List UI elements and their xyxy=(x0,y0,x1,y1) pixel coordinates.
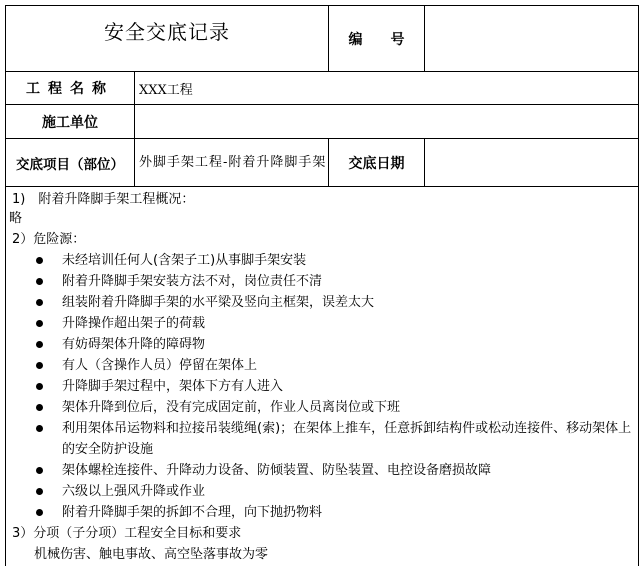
briefing-date-value[interactable] xyxy=(424,139,638,186)
hazard-text: 升降脚手架过程中，架体下方有人进入 xyxy=(62,379,284,394)
hazard-list-item xyxy=(6,250,638,271)
hazard-text: 架体升降到位后，没有完成固定前，作业人员离岗位或下班 xyxy=(62,400,401,415)
hazard-list-item xyxy=(6,313,638,334)
header-row xyxy=(6,6,638,72)
hazard-text: 未经培训任何人(含架子工)从事脚手架安装 xyxy=(62,253,307,268)
bullet-icon xyxy=(36,299,43,306)
bullet-icon xyxy=(36,362,43,369)
bullet-icon xyxy=(36,488,43,495)
section-3-title: 3）分项（子分项）工程安全目标和要求 xyxy=(12,526,242,541)
number-label: 编 号 xyxy=(328,6,424,71)
bullet-icon xyxy=(36,320,43,327)
bullet-icon xyxy=(36,383,43,390)
hazard-text: 有人（含操作人员）停留在架体上 xyxy=(62,358,258,373)
bullet-icon xyxy=(36,467,43,474)
hazard-list-item xyxy=(6,502,638,523)
bullet-icon xyxy=(36,404,43,411)
hazard-text: 组装附着升降脚手架的水平梁及竖向主框架，误差太大 xyxy=(62,295,375,310)
bullet-icon xyxy=(36,425,43,432)
hazard-list-item xyxy=(6,376,638,397)
hazard-text: 有妨碍架体升降的障碍物 xyxy=(62,337,206,352)
construction-unit-value[interactable] xyxy=(134,105,638,138)
bullet-icon xyxy=(36,278,43,285)
hazard-list-item xyxy=(6,334,638,355)
hazard-list-item xyxy=(6,460,638,481)
construction-unit-label: 施工单位 xyxy=(42,114,98,131)
bullet-icon xyxy=(36,257,43,264)
construction-unit-row xyxy=(6,105,638,139)
section-1-title: 1) 附着升降脚手架工程概况： xyxy=(12,192,195,207)
safety-briefing-form xyxy=(5,5,639,566)
section-2-title: 2）危险源： xyxy=(12,232,86,247)
hazard-text: 附着升降脚手架的拆卸不合理，向下抛扔物料 xyxy=(62,505,323,520)
briefing-date-label: 交底日期 xyxy=(328,139,424,186)
bullet-icon xyxy=(36,341,43,348)
hazard-list-item xyxy=(6,397,638,418)
hazard-list-item xyxy=(6,481,638,502)
briefing-item-label: 交底项目（部位） xyxy=(16,156,124,173)
hazard-list-item xyxy=(6,418,638,460)
hazard-text: 附着升降脚手架安装方法不对，岗位责任不清 xyxy=(62,274,323,289)
briefing-item-value[interactable]: 外脚手架工程-附着升降脚手架 xyxy=(134,139,328,186)
hazard-list-item xyxy=(6,271,638,292)
project-name-label: 工程名称 xyxy=(26,81,114,97)
hazard-text: 利用架体吊运物料和拉接吊装缆绳(索)；在架体上推车，任意拆卸结构件或松动连接件、移动架体上的安全防护设施 xyxy=(62,421,632,457)
hazard-text: 六级以上强风升降或作业 xyxy=(62,484,206,499)
project-name-row xyxy=(6,72,638,105)
project-name-value[interactable]: XXX工程 xyxy=(134,72,638,104)
form-title: 安全交底记录 xyxy=(104,20,230,44)
section-1-body: 略 xyxy=(9,211,23,226)
bullet-icon xyxy=(36,509,43,516)
number-value[interactable] xyxy=(424,6,638,71)
hazard-text: 升降操作超出架子的荷载 xyxy=(62,316,206,331)
hazard-text: 架体螺栓连接件、升降动力设备、防倾装置、防坠装置、电控设备磨损故障 xyxy=(62,463,492,478)
briefing-item-row xyxy=(6,139,638,187)
briefing-content xyxy=(6,187,638,565)
hazard-list-item xyxy=(6,355,638,376)
section-3-body: 机械伤害、触电事故、高空坠落事故为零 xyxy=(34,547,269,562)
hazard-list-item xyxy=(6,292,638,313)
